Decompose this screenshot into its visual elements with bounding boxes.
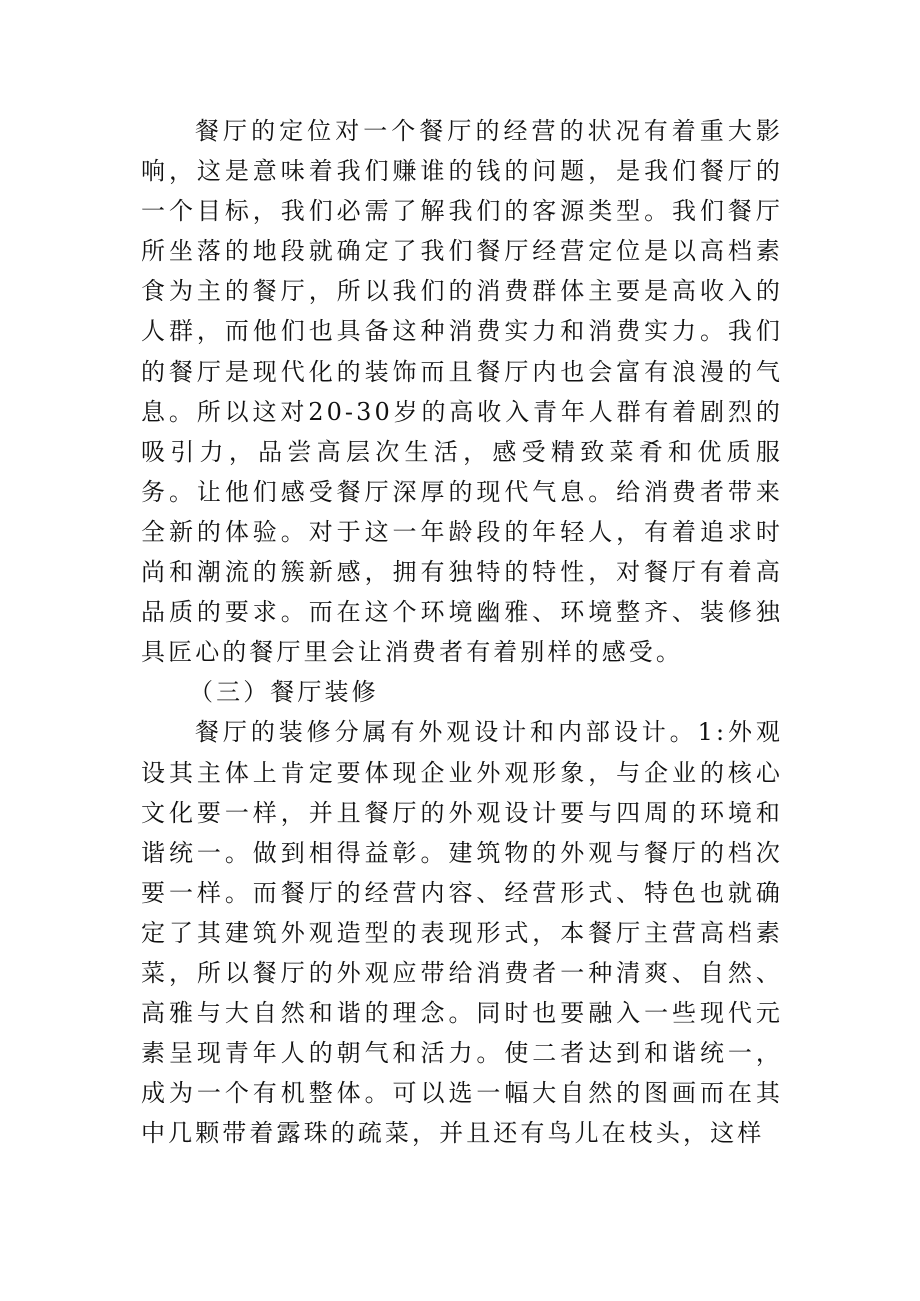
paragraph-restaurant-decoration: 餐厅的装修分属有外观设计和内部设计。1:外观设其主体上肯定要体现企业外观形象，与企业的核心文化要一样，并且餐厅的外观设计要与四周的环境和谐统一。做到相得益彰。建筑物的外观与餐厅的档次要一样。而餐厅的经营内容、经营形式、特色也就确定了其建筑外观造型的表现形式，本餐厅主营高档素菜，所以餐厅的外观应带给消费者一种清爽、自然、高雅与大自然和谐的理念。同时也要融入一些现代元素呈现青年人的朝气和活力。使二者达到和谐统一，成为一个有机整体。可以选一幅大自然的图画而在其中几颗带着露珠的疏菜，并且还有鸟儿在枝头，这样 [141, 718, 783, 1148]
document-body [141, 111, 783, 1153]
section-heading-restaurant-decoration: （三）餐厅装修 [189, 678, 379, 707]
paragraph-restaurant-positioning: 餐厅的定位对一个餐厅的经营的状况有着重大影响，这是意味着我们赚谁的钱的问题，是我们餐厅的一个目标，我们必需了解我们的客源类型。我们餐厅所坐落的地段就确定了我们餐厅经营定位是以高档素食为主的餐厅，所以我们的消费群体主要是高收入的人群，而他们也具备这种消费实力和消费实力。我们的餐厅是现代化的装饰而且餐厅内也会富有浪漫的气息。所以这对20-30岁的高收入青年人群有着剧烈的吸引力，品尝高层次生活，感受精致菜肴和优质服务。让他们感受餐厅深厚的现代气息。给消费者带来全新的体验。对于这一年龄段的年轻人，有着追求时尚和潮流的簇新感，拥有独特的特性，对餐厅有着高品质的要求。而在这个环境幽雅、环境整齐、装修独具匠心的餐厅里会让消费者有着别样的感受。 [141, 117, 783, 667]
